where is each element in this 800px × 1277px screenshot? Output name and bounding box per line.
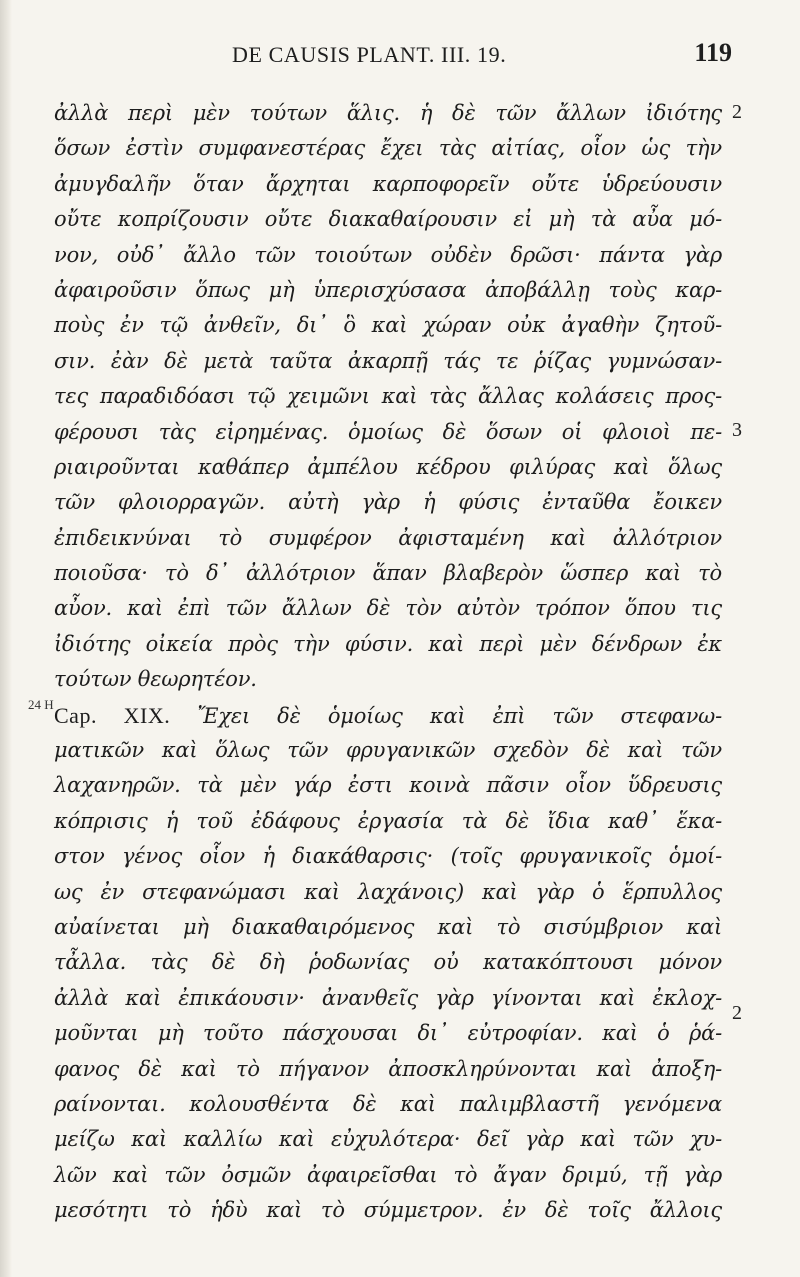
text-line: τες παραδιδόασι τῷ χειμῶνι καὶ τὰς ἄλλας κολάσεις προς-	[54, 384, 722, 409]
chapter-heading: Cap. XIX.	[54, 702, 171, 728]
text-line: μεσότητι τὸ ἡδὺ καὶ τὸ σύμμετρον. ἐν δὲ τοῖς ἄλλοις	[54, 1198, 722, 1223]
text-line: ἐπιδεικνύναι τὸ συμφέρον ἀφισταμένη καὶ ἀλλότριον	[54, 525, 722, 550]
text-line: φανος δὲ καὶ τὸ πήγανον ἀποσκληρύνονται καὶ ἀποξη-	[54, 1056, 722, 1081]
text-line: ὅσων ἐστὶν συμφανεστέρας ἔχει τὰς αἰτίας, οἷον ὡς τὴν	[54, 136, 722, 161]
margin-section-number: 2	[732, 1002, 742, 1024]
text-line: τῶν φλοιορραγῶν. αὐτὴ γὰρ ἡ φύσις ἐνταῦθα ἔοικεν	[54, 490, 722, 515]
text-line: ποιοῦσα· τὸ δ᾽ ἀλλότριον ἅπαν βλαβερὸν ὥσπερ καὶ τὸ	[54, 561, 722, 586]
chapter-start-line	[54, 698, 722, 733]
text-line: οὔτε κοπρίζουσιν οὔτε διακαθαίρουσιν εἰ μὴ τὰ αὖα μό-	[54, 207, 722, 232]
text-line: λαχανηρῶν. τὰ μὲν γάρ ἐστι κοινὰ πᾶσιν οἷον ὕδρευσις	[54, 773, 722, 798]
text-line: λῶν καὶ τῶν ὀσμῶν ἀφαιρεῖσθαι τὸ ἄγαν δριμύ, τῇ γὰρ	[54, 1162, 722, 1187]
text-line: ἀμυγδαλῆν ὅταν ἄρχηται καρποφορεῖν οὔτε ὑδρεύουσιν	[54, 171, 722, 196]
text-line: αὖον. καὶ ἐπὶ τῶν ἄλλων δὲ τὸν αὐτὸν τρόπον ὅπου τις	[54, 596, 722, 621]
main-text	[54, 96, 722, 1229]
text-line: τἆλλα. τὰς δὲ δὴ ῥοδωνίας οὐ κατακόπτουσι μόνον	[54, 950, 722, 975]
page-number: 119	[694, 38, 732, 67]
text-line: κόπρισις ἡ τοῦ ἐδάφους ἐργασία τὰ δὲ ἴδια καθ᾽ ἕκα-	[54, 808, 722, 833]
text-line: ριαιροῦνται καθάπερ ἀμπέλου κέδρου φιλύρας καὶ ὅλως	[54, 454, 722, 479]
text-line: ματικῶν καὶ ὅλως τῶν φρυγανικῶν σχεδὸν δὲ καὶ τῶν	[54, 738, 722, 763]
margin-section-number: 2	[732, 101, 742, 123]
text-line: μοῦνται μὴ τοῦτο πάσχουσαι δι᾽ εὐτροφίαν. καὶ ὁ ῥά-	[54, 1021, 722, 1046]
text-line: ἀλλὰ καὶ ἐπικάουσιν· ἀνανθεῖς γὰρ γίνονται καὶ ἐκλοχ-	[54, 985, 722, 1010]
page-header	[232, 36, 732, 76]
text-line: τούτων θεωρητέον.	[54, 667, 257, 692]
text-line: ἀφαιροῦσιν ὅπως μὴ ὑπερισχύσασα ἀποβάλλῃ τοὺς καρ-	[54, 277, 722, 302]
text-line: μείζω καὶ καλλίω καὶ εὐχυλότερα· δεῖ γὰρ καὶ τῶν χυ-	[54, 1127, 722, 1152]
page-gutter-shadow	[0, 0, 12, 1277]
text-line: ποὺς ἐν τῷ ἀνθεῖν, δι᾽ ὃ καὶ χώραν οὐκ ἀγαθὴν ζητοῦ-	[54, 313, 722, 338]
text-line: αὐαίνεται μὴ διακαθαιρόμενος καὶ τὸ σισύμβριον καὶ	[54, 914, 722, 939]
chapter-first-line: Ἔχει δὲ ὁμοίως καὶ ἐπὶ τῶν στεφανω-	[197, 703, 723, 728]
text-line: φέρουσι τὰς εἰρημένας. ὁμοίως δὲ ὅσων οἱ φλοιοὶ πε-	[54, 419, 722, 444]
text-line: σιν. ἐὰν δὲ μετὰ ταῦτα ἀκαρπῇ τάς τε ῥίζας γυμνώσαν-	[54, 348, 722, 373]
text-line: ως ἐν στεφανώμασι καὶ λαχάνοις) καὶ γὰρ ὁ ἕρπυλλος	[54, 879, 722, 904]
margin-folio-marker: 24 H	[28, 697, 54, 712]
text-line: ἀλλὰ περὶ μὲν τούτων ἅλις. ἡ δὲ τῶν ἄλλων ἰδιότης	[54, 101, 722, 125]
text-line: στον γένος οἷον ἡ διακάθαρσις· (τοῖς φρυγανικοῖς ὁμοί-	[54, 844, 722, 869]
running-title: DE CAUSIS PLANT. III. 19.	[232, 42, 507, 67]
margin-section-number: 3	[732, 419, 742, 441]
text-line: ἰδιότης οἰκεία πρὸς τὴν φύσιν. καὶ περὶ μὲν δένδρων ἐκ	[54, 631, 722, 656]
text-line: ραίνονται. κολουσθέντα δὲ καὶ παλιμβλαστῆ γενόμενα	[54, 1091, 722, 1116]
text-line: νον, οὐδ᾽ ἄλλο τῶν τοιούτων οὐδὲν δρῶσι· πάντα γὰρ	[54, 242, 722, 267]
